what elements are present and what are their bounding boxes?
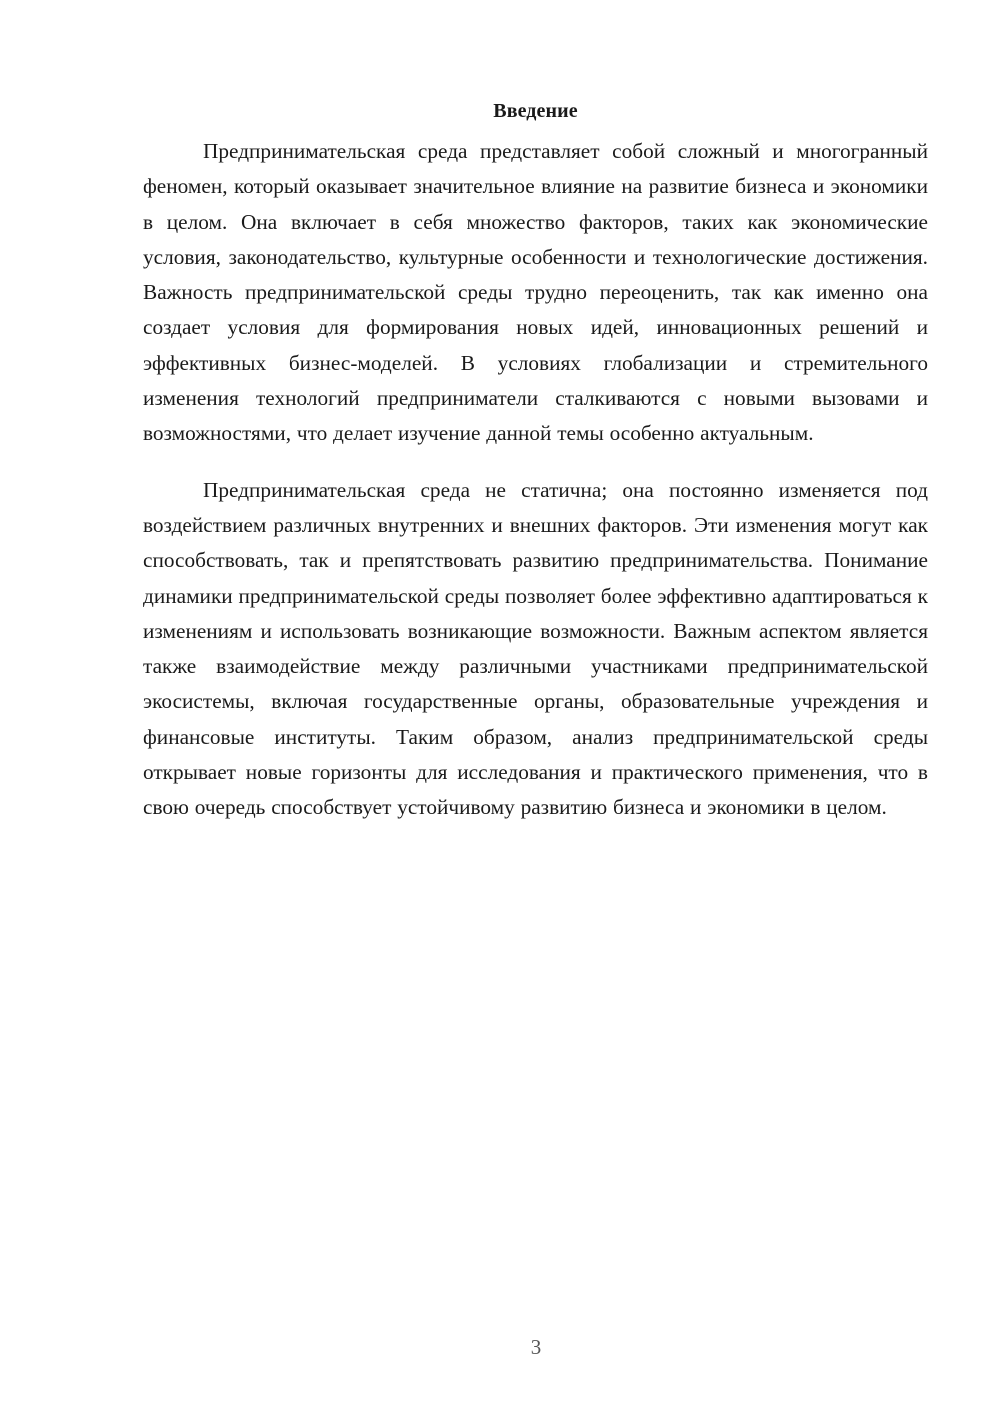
page-number: 3: [530, 1335, 542, 1359]
section-heading: Введение: [493, 100, 578, 122]
body-paragraph-1: Предпринимательская среда представляет собой сложный и многогранный феномен, который оказывает значительное влияние на развитие бизнеса и экономики в целом. Она включает в себя множество факторов, таких как экономические условия, законодательство, культурные особенности и технологические достижения. Важность предпринимательской среды трудно переоценить, так как именно она создает условия для формирования новых идей, инновационных решений и эффективных бизнес-моделей. В условиях глобализации и стремительного изменения технологий предприниматели сталкиваются с новыми вызовами и возможностями, что делает изучение данной темы особенно актуальным.: [143, 139, 928, 446]
page-content: [143, 96, 928, 826]
body-paragraph-2: Предпринимательская среда не статична; она постоянно изменяется под воздействием различных внутренних и внешних факторов. Эти изменения могут как способствовать, так и препятствовать развитию предпринимательства. Понимание динамики предпринимательской среды позволяет более эффективно адаптироваться к изменениям и использовать возникающие возможности. Важным аспектом является также взаимодействие между различными участниками предпринимательской экосистемы, включая государственные органы, образовательные учреждения и финансовые институты. Таким образом, анализ предпринимательской среды открывает новые горизонты для исследования и практического применения, что в свою очередь способствует устойчивому развитию бизнеса и экономики в целом.: [143, 477, 928, 820]
